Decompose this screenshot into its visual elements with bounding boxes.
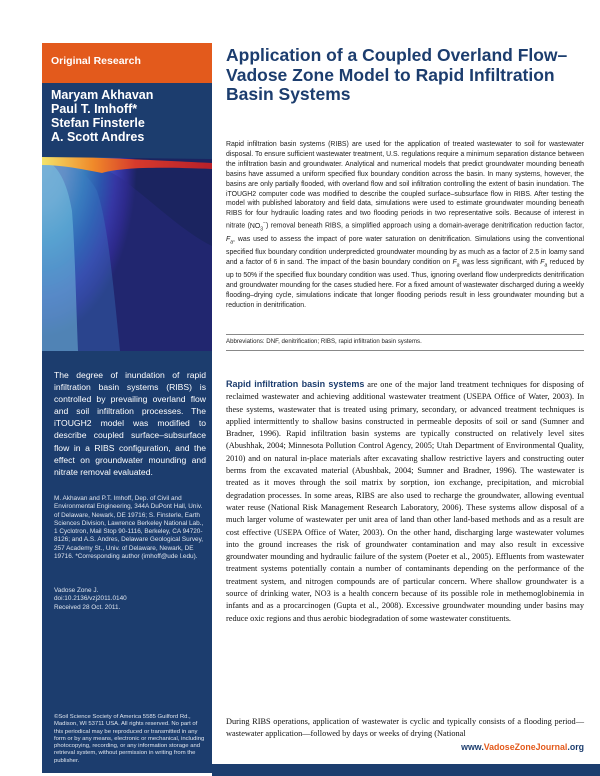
abstract-text: reduced by up to 50% if the specified flux boundary condition was used. Thus, ignoring overland flow underpredicts denitrification and groundwater mounding for the cases studied here. For a fixed amount of wastewater discharged during a weekly flooding–drying cycle, simulations indicate that longer flooding periods result in less groundwater mounding but a reduction in denitrification. <box>226 259 584 310</box>
abstract-text: ) removal beneath RIBS, a simplified approach using a domain-average denitrification reduction factor, <box>265 222 584 230</box>
lead-in: Rapid infiltration basin systems <box>226 379 365 389</box>
nitrate-symbol: $NO_3^-$ <box>249 220 266 232</box>
saturation-contour-figure <box>42 151 212 351</box>
received-date: Received 28 Oct. 2011. <box>54 603 121 611</box>
body-paragraph: During RIBS operations, application of wastewater is cyclic and typically consists of a flooding period—wastewater application—followed by days or weeks of drying (National <box>226 717 584 739</box>
article-title: Application of a Coupled Overland Flow–Vadose Zone Model to Rapid Infiltration Basin Systems <box>226 45 568 104</box>
abstract-text: , was used to assess the impact of pore water saturation on denitrification. Simulations using the conventional specified flux boundary condition underpredicted groundwater mounding by as much as a factor of 2.5 in loamy sand and a factor of 6 in sand. The impact of the basin boundary condition on <box>226 235 584 267</box>
author-name: Maryam Akhavan <box>51 88 154 102</box>
abstract-text: Rapid infiltration basin systems (RIBS) are used for the application of treated wastewater to soil for wastewater disposal. To ensure sufficient wastewater treatment, U.S. regulations require a minimum separation distance between the infiltration basin and groundwater. Analytical and numerical models that predict groundwater mounding beneath basins have assumed a uniform specified flux boundary condition across the basin. In many systems, however, the basins are only partially flooded, with overland flow and soil infiltration controlling the extent of basin inundation. The iTOUGH2 computer code was modified to describe the coupled surface–subsurface flow in RIBS. After testing the model with published laboratory and field data, simulations were used to estimate groundwater mounding beneath RIBS for four hydraulic loading rates and two flooding periods in two representative soils. Because of interest in nitrate ( <box>226 141 584 230</box>
author-name: Paul T. Imhoff* <box>51 102 138 116</box>
footer-bar <box>212 764 600 776</box>
section-banner <box>42 43 212 83</box>
journal-info <box>54 587 206 612</box>
divider <box>226 334 584 335</box>
url-site: VadoseZoneJournal <box>483 742 568 752</box>
reduction-factor-symbol: $F_a$ <box>540 259 548 269</box>
author-list <box>51 88 153 144</box>
divider <box>226 350 584 351</box>
journal-name: Vadose Zone J. <box>54 587 99 594</box>
copyright-notice: ©Soil Science Society of America 5585 Guilford Rd., Madison, WI 53711 USA. All rights reserved. No part of this periodical may be reproduced or transmitted in any form or by any means, electronic or mechanical, including photocopying, recording, or any information storage and retrieval system, without permission in writing from the publisher. <box>54 714 205 764</box>
abstract-text: was less significant, with <box>459 259 541 267</box>
body-paragraph <box>226 378 584 625</box>
reduction-factor-symbol: $F_a$ <box>226 235 233 246</box>
url-prefix: www. <box>461 742 484 752</box>
abstract <box>226 140 584 311</box>
sidebar-summary: The degree of inundation of rapid infiltration basin systems (RIBS) is controlled by prevailing overland flow and soil infiltration processes. The iTOUGH2 model was modified to describe coupled surface–subsurface flow in a RIBS configuration, and the effect on groundwater mounding and nitrate removal evaluated. <box>54 370 206 477</box>
author-affiliations: M. Akhavan and P.T. Imhoff, Dep. of Civil and Environmental Engineering, 344A DuPont Hall, Univ. of Delaware, Newark, DE 19716; S. Finsterle, Earth Sciences Division, Lawrence Berkeley National Lab., 1 Cyclotron, Mail Stop 90-1116, Berkeley, CA 94720-8126; and A.S. Andres, Delaware Geological Survey, 257 Academy St., Univ. of Delaware, Newark, DE 19716. *Corresponding author (imhoff@ude l.edu). <box>54 495 204 561</box>
author-name: A. Scott Andres <box>51 130 145 144</box>
sidebar <box>42 43 212 773</box>
author-name: Stefan Finsterle <box>51 116 145 130</box>
paragraph-text: are one of the major land treatment techniques for disposing of reclaimed wastewater and achieving additional wastewater treatment (USEPA Office of Water, 2003). In these systems, wastewater that is treated using primary, secondary, or advanced treatment techniques is applied intermittently to shallow basins constructed in permeable deposits of soil or sand (Sumner and Bradner, 1996). Rapid infiltration basin systems are typically constructed on relatively level sites (Abushhak, 2004; Minnesota Pollution Control Agency, 2005; Utah Department of Environmental Quality, 2010) and on natural in-place materials after excavating shallow restrictive layers and constructing outer berms from the excavated material (Abushbak, 2004; Sumner and Bradner, 1996). The wastewater is treated as it moves through the soil matrix by sorption, ion exchange, precipitation, and microbial degradation processes. In some areas, RIBS are also used to recharge the groundwater, allowing eventual water reuse (National Risk Management Research Laboratory, 2006). These systems allow disposal of a much larger volume of wastewater per unit area of land than other land-based methods and as a result are cost effective (USEPA Office of Water, 2003). On the other hand, discharging large wastewater volumes into the ground increases the risk of groundwater contamination and may also result in excessive groundwater mounding and hydraulic failure of the system (Poeter et al., 2005). Effluents from wastewater treatment systems potentially contain a number of contaminants depending on the performance of the treatment system, and nitrogen compounds are of particular concern. Where shallow groundwater is a source of drinking water, NO3 is a health concern because of its possible role in methemoglobinemia in infants and as a procarcinogen (Gupta et al., 2008). Excessive groundwater mounding under basins may reduce oxic regions and thus aerobic biodegradation of some wastewater constituents. <box>226 380 584 623</box>
section-label: Original Research <box>51 55 141 67</box>
journal-url[interactable] <box>212 742 584 752</box>
reduction-factor-symbol: $F_a$ <box>452 259 460 269</box>
url-suffix: .org <box>567 742 584 752</box>
abbreviations: Abbreviations: DNF, denitrification; RIBS, rapid infiltration basin systems. <box>226 338 422 345</box>
doi: doi:10.2136/vzj2011.0140 <box>54 595 127 603</box>
